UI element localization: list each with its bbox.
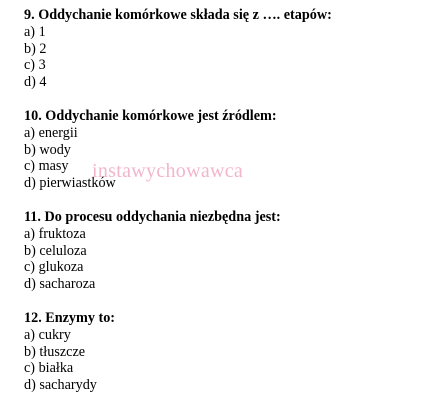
question-10 — [24, 108, 414, 192]
question-11 — [24, 209, 414, 293]
answer-option: b) celuloza — [24, 242, 87, 259]
answer-option: a) energii — [24, 124, 78, 141]
answer-option: a) cukry — [24, 326, 71, 343]
answer-list — [24, 24, 414, 91]
answer-option: b) tłuszcze — [24, 343, 86, 360]
answer-option: d) 4 — [24, 74, 47, 91]
answer-option: c) białka — [24, 360, 74, 377]
answer-option: c) masy — [24, 158, 69, 175]
question-12 — [24, 310, 414, 394]
answer-option: c) glukoza — [24, 259, 84, 276]
answer-option: b) 2 — [24, 40, 47, 57]
question-title: 11. Do procesu oddychania niezbędna jest: — [24, 208, 281, 225]
question-title: 10. Oddychanie komórkowe jest źródlem: — [24, 107, 277, 124]
answer-list — [24, 226, 414, 293]
answer-list — [24, 125, 414, 192]
question-title: 12. Enzymy to: — [24, 309, 116, 326]
answer-option: b) wody — [24, 141, 71, 158]
answer-option: c) 3 — [24, 57, 46, 74]
watermark-text: instawychowawca — [92, 160, 244, 182]
question-title: 9. Oddychanie komórkowe składa się z …. etapów: — [24, 7, 332, 23]
answer-option: a) 1 — [24, 23, 46, 40]
answer-list — [24, 327, 414, 394]
worksheet — [24, 7, 414, 411]
answer-option: d) sacharydy — [24, 377, 97, 394]
question-9 — [24, 7, 414, 91]
answer-option: d) sacharoza — [24, 276, 96, 293]
answer-option: d) pierwiastków — [24, 175, 116, 192]
answer-option: a) fruktoza — [24, 225, 86, 242]
